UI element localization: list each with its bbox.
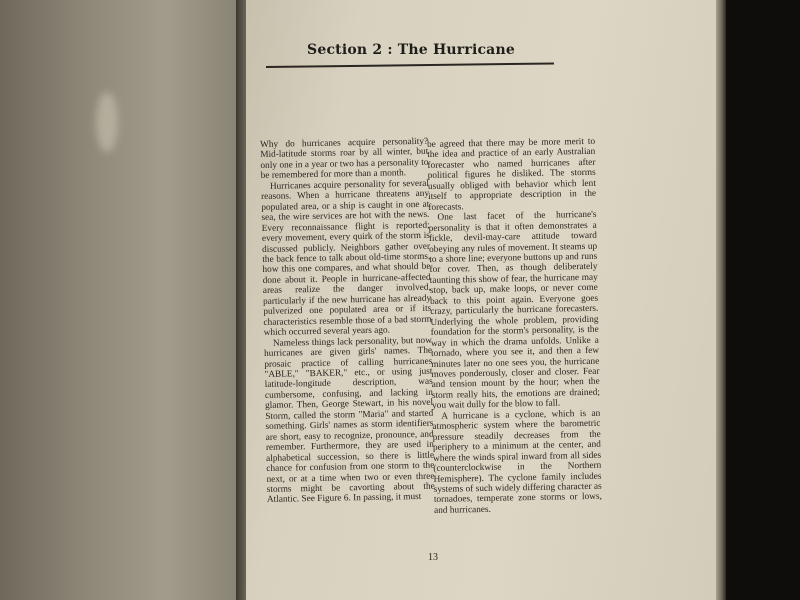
page-edge [716,0,726,600]
right-page [246,0,716,600]
paragraph: Hurricanes acquire personality for several reasons. When a hurricane threatens any populated area, or a ship is caught in one at sea, the wire services are hot with the news. Every reconnaissance flight is reported; every movement, every quirk of the storm is discussed publicly. Neighbors gather over the back fence to talk about old-time storms, how this one compares, and what should be done about it. People in hurricane-affected areas realize the danger involved, particularly if the new hurricane has already pulverized one populated area or if its characteristics resemble those of a bad storm which occurred several years ago. [261,178,432,339]
paragraph: be agreed that there may be more merit to the idea and practice of an early Australian forecaster who named hurricanes after political figures he disliked. The storms usually obliged with behavior which lent itself to appropriate description in the forecasts. [427,136,597,213]
section-title: Section 2 : The Hurricane [307,42,515,58]
paragraph: Nameless things lack personality, but now hurricanes are given girls' names. The prosaic practice of calling hurricanes "ABLE," "BAKER," etc., or using just latitude-longitude description, was cumbersome, confusing, and lacking in glamor. Then, George Stewart, in his novel Storm, called the storm "Maria" and started something. Girls' names as storm identifiers are short, easy to recognize, pronounce, and remember. Furthermore, they are used in alphabetical succession, so there is little chance for confusion from one storm to the next, or at a time when two or even three storms might be cavorting about the Atlantic. See Figure 6. In passing, it must [264,335,435,506]
paragraph: A hurricane is a cyclone, which is an atmospheric system where the barometric pressure steadily decreases from the periphery to a minimum at the center, and where the winds spiral inward from all sides (counterclockwise in the Northern Hemisphere). The cyclone family includes systems of such widely differing character as tornadoes, temperate zone storms or lows, and hurricanes. [432,408,602,516]
paragraph: One last facet of the hurricane's personality is that it often demonstrates a fickle, devil-may-care attitude toward obeying any rules of movement. It steams up to a shore line; everyone buttons up and runs for cover. Then, as though deliberately taunting this show of fear, the hurricane may stop, back up, make loops, or never come back to this point again. Everyone goes crazy, particularly the hurricane forecasters. Underlying the whole problem, providing foundation for the storm's personality, is the way in which the drama unfolds. Unlike a tornado, where you see it, and then a few minutes later no one sees you, the hurricane moves ponderously, closer and closer. Fear and tension mount by the hour; when the storm really hits, the emotions are drained; you wait dully for the blow to fall. [428,209,600,412]
left-page [0,0,236,600]
page-number: 13 [428,552,438,563]
text-column-right [427,137,602,516]
page-shadow [96,92,118,152]
paragraph: Why do hurricanes acquire personality? Mid-latitude storms roar by all winter, but only one in a year or two has a personality to be remembered for more than a month. [260,136,429,182]
text-column-left [260,137,435,506]
header-rule [266,62,554,67]
book-gutter [236,0,246,600]
